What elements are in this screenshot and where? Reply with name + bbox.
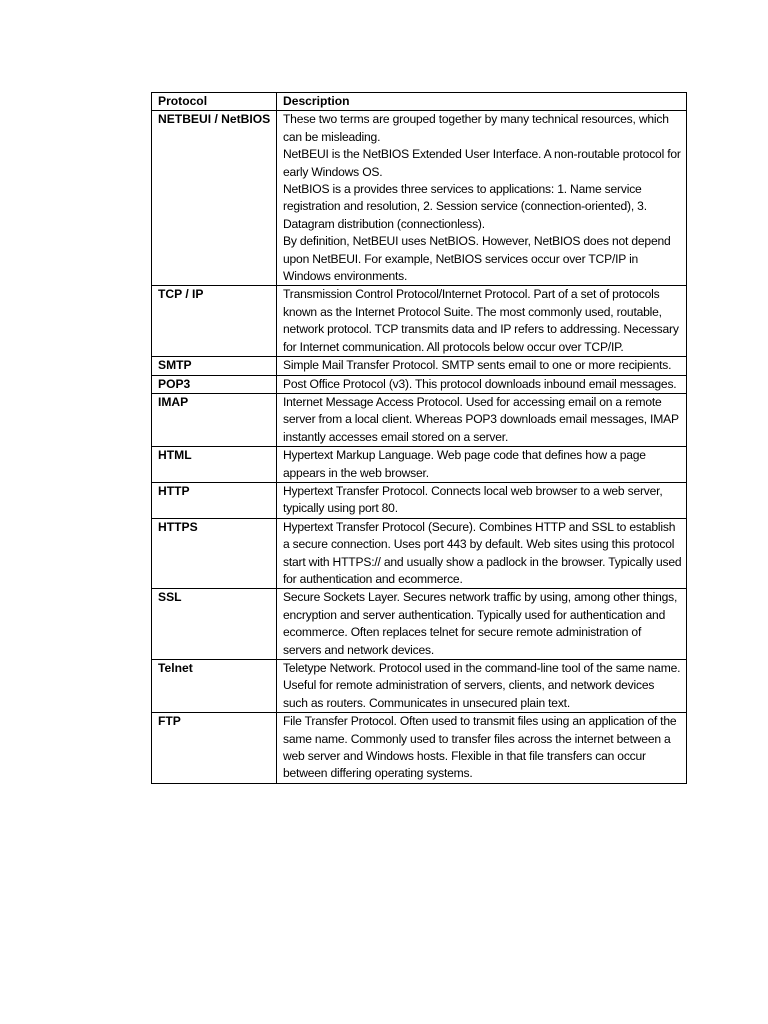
table-row (152, 286, 687, 357)
protocol-name-cell: SSL (152, 589, 277, 660)
protocol-name-cell: SMTP (152, 357, 277, 375)
protocol-description-cell (277, 482, 687, 518)
description-paragraph: File Transfer Protocol. Often used to transmit files using an application of the same name. Commonly used to transfer files across the internet between a web server and Windows hosts. Flexible in that file transfers can occur between differing operating systems. (283, 714, 677, 781)
description-paragraph: Transmission Control Protocol/Internet Protocol. Part of a set of protocols known as the Internet Protocol Suite. The most commonly used, routable, network protocol. TCP transmits data and IP refers to addressing. Necessary for Internet communication. All protocols below occur over TCP/IP. (283, 287, 679, 354)
description-paragraph: Hypertext Markup Language. Web page code that defines how a page appears in the web browser. (283, 448, 646, 480)
description-paragraph: Secure Sockets Layer. Secures network traffic by using, among other things, encryption and server authentication. Typically used for authentication and ecommerce. Often replaces telnet for secure remote administration of servers and network devices. (283, 590, 678, 657)
protocol-description-cell (277, 357, 687, 375)
table-row (152, 111, 687, 286)
table-row (152, 393, 687, 446)
description-paragraph: Teletype Network. Protocol used in the command-line tool of the same name. Useful for remote administration of servers, clients, and network devices such as routers. Communicates in unsecured plain text. (283, 661, 681, 710)
table-row (152, 447, 687, 483)
protocol-name-cell: HTTPS (152, 518, 277, 589)
table-row (152, 518, 687, 589)
table-row (152, 660, 687, 713)
protocol-name-cell: NETBEUI / NetBIOS (152, 111, 277, 286)
table-header-row (152, 93, 687, 111)
description-paragraph: NetBIOS is a provides three services to applications: 1. Name service registration and resolution, 2. Session service (connection-oriented), 3. Datagram distribution (connectionless). (283, 182, 647, 231)
protocol-description-cell (277, 111, 687, 286)
table-row (152, 357, 687, 375)
protocol-description-cell (277, 447, 687, 483)
protocol-description-cell (277, 286, 687, 357)
protocol-name-cell: HTTP (152, 482, 277, 518)
table-row (152, 375, 687, 393)
protocol-column-header: Protocol (152, 93, 277, 111)
description-paragraph: By definition, NetBEUI uses NetBIOS. However, NetBIOS does not depend upon NetBEUI. For example, NetBIOS services occur over TCP/IP in Windows environments. (283, 234, 671, 284)
protocol-name-cell: POP3 (152, 375, 277, 393)
description-paragraph: These two terms are grouped together by many technical resources, which can be misleading. (283, 112, 669, 144)
description-paragraph: Hypertext Transfer Protocol. Connects local web browser to a web server, typically using port 80. (283, 483, 663, 516)
description-paragraph: Internet Message Access Protocol. Used for accessing email on a remote server from a local client. Whereas POP3 downloads email messages, IMAP instantly accesses email stored on a server. (283, 394, 679, 444)
description-column-header: Description (277, 93, 687, 111)
protocol-name-cell: Telnet (152, 660, 277, 713)
protocol-table (151, 92, 687, 784)
description-paragraph: Simple Mail Transfer Protocol. SMTP sents email to one or more recipients. (283, 358, 672, 373)
protocol-description-cell (277, 589, 687, 660)
protocol-name-cell: IMAP (152, 393, 277, 446)
table-row (152, 713, 687, 784)
description-paragraph: Hypertext Transfer Protocol (Secure). Combines HTTP and SSL to establish a secure connection. Uses port 443 by default. Web sites using this protocol start with HTTPS:// and usually show a padlock in the browser. Typically used for authentication and ecommerce. (283, 519, 682, 586)
protocol-name-cell: FTP (152, 713, 277, 784)
protocol-description-cell (277, 375, 687, 393)
protocol-name-cell: TCP / IP (152, 286, 277, 357)
protocol-description-cell (277, 518, 687, 589)
protocol-name-cell: HTML (152, 447, 277, 483)
table-body (152, 111, 687, 783)
protocol-description-cell (277, 660, 687, 713)
table-row (152, 482, 687, 518)
table-row (152, 589, 687, 660)
protocol-description-cell (277, 393, 687, 446)
protocol-description-cell (277, 713, 687, 784)
description-paragraph: Post Office Protocol (v3). This protocol downloads inbound email messages. (283, 376, 677, 391)
description-paragraph: NetBEUI is the NetBIOS Extended User Interface. A non-routable protocol for early Windows OS. (283, 147, 681, 179)
